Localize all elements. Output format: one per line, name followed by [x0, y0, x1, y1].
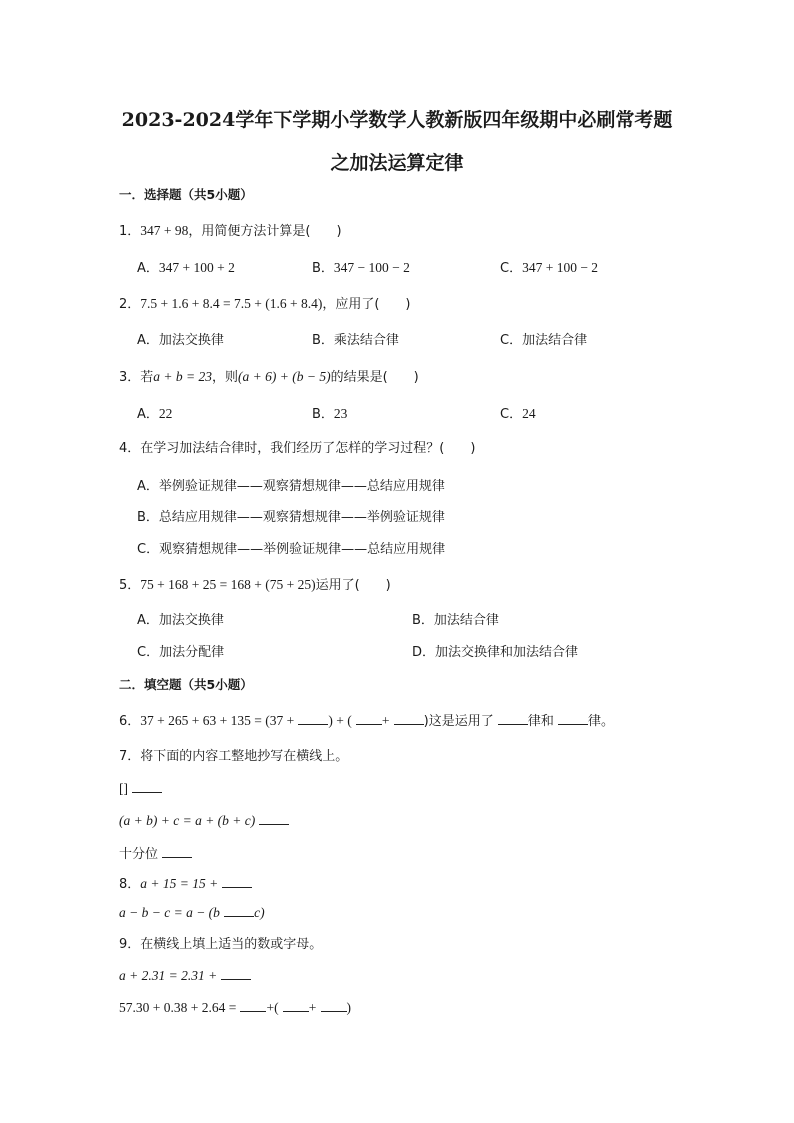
page-subtitle: 之加法运算定律 [330, 152, 464, 174]
option-a[interactable]: A．22 [137, 406, 173, 422]
question-3: 3．若a + b = 23，则(a + 6) + (b − 5)的结果是( ) [119, 369, 419, 385]
option-a[interactable]: A．举例验证规律——观察猜想规律——总结应用规律 [137, 479, 445, 494]
option-b[interactable]: B．加法结合律 [412, 613, 499, 628]
option-a[interactable]: A．加法交换律 [137, 333, 224, 348]
question-9: 9．在横线上填上适当的数或字母。 [119, 937, 323, 952]
question-expression: 347 + 98 [140, 223, 189, 238]
answer-blank[interactable] [222, 874, 252, 888]
option-a[interactable]: A．347 + 100 + 2 [137, 260, 235, 276]
option-d[interactable]: D．加法交换律和加法结合律 [412, 645, 579, 660]
answer-blank[interactable] [259, 811, 289, 825]
option-b[interactable]: B．23 [312, 406, 348, 422]
page-title: 2023-2024学年下学期小学数学人教新版四年级期中必刷常考题 [121, 109, 673, 131]
question-4: 4．在学习加法结合律时，我们经历了怎样的学习过程？( ) [119, 441, 476, 456]
question-2: 2．7.5 + 1.6 + 8.4 = 7.5 + (1.6 + 8.4)，应用了( ) [119, 296, 411, 312]
option-c[interactable]: C．加法分配律 [137, 645, 225, 660]
section-heading-choice: 一．选择题（共5小题） [119, 187, 253, 202]
question-5: 5．75 + 168 + 25 = 168 + (75 + 25)运用了( ) [119, 577, 391, 593]
copy-row: (a + b) + c = a + (b + c) [119, 811, 289, 831]
answer-blank[interactable] [321, 998, 347, 1012]
option-c[interactable]: C．347 + 100 − 2 [500, 260, 599, 276]
answer-blank[interactable] [132, 779, 162, 793]
option-c[interactable]: C．加法结合律 [500, 333, 588, 348]
answer-blank[interactable] [240, 998, 266, 1012]
question-8-row: a − b − c = a − (b c) [119, 905, 265, 920]
answer-blank[interactable] [394, 711, 424, 725]
answer-blank[interactable] [498, 711, 528, 725]
copy-row: [] [119, 779, 162, 799]
question-7: 7．将下面的内容工整地抄写在横线上。 [119, 749, 349, 764]
question-number: 1． [119, 224, 141, 239]
answer-blank[interactable] [221, 966, 251, 980]
option-a[interactable]: A．加法交换律 [137, 613, 224, 628]
answer-blank[interactable] [162, 844, 192, 858]
option-c[interactable]: C．24 [500, 406, 536, 422]
option-b[interactable]: B．347 − 100 − 2 [312, 260, 410, 276]
question-1 [119, 222, 342, 241]
question-9-row: a + 2.31 = 2.31 + [119, 966, 251, 986]
answer-blank[interactable] [283, 998, 309, 1012]
answer-blank[interactable] [224, 903, 254, 917]
question-8: 8．a + 15 = 15 + [119, 874, 252, 894]
question-6: 6．37 + 265 + 63 + 135 = (37 + ) + ( + )这是运用了 律和 律。 [119, 713, 615, 729]
copy-row: 十分位 [119, 844, 192, 864]
section-heading-fill: 二．填空题（共5小题） [119, 677, 253, 692]
option-b[interactable]: B．总结应用规律——观察猜想规律——举例验证规律 [137, 510, 445, 525]
answer-blank[interactable] [298, 711, 328, 725]
question-9-row: 57.30 + 0.38 + 2.64 = +( + ) [119, 1000, 351, 1015]
answer-blank[interactable] [558, 711, 588, 725]
option-b[interactable]: B．乘法结合律 [312, 333, 399, 348]
question-text: ，用简便方法计算是( ) [188, 224, 342, 239]
option-c[interactable]: C．观察猜想规律——举例验证规律——总结应用规律 [137, 542, 446, 557]
answer-blank[interactable] [356, 711, 382, 725]
